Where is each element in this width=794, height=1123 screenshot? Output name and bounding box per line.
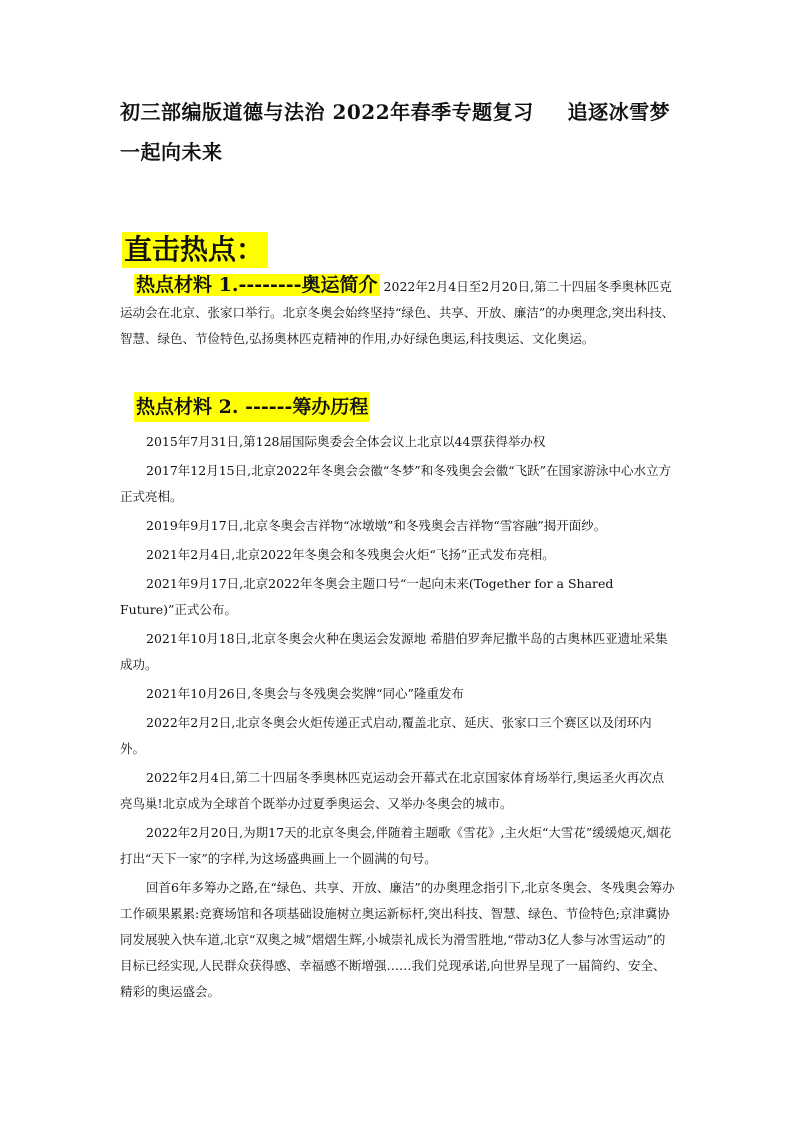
timeline-entry: 2017年12月15日,北京2022年冬奥会会徽“冬梦”和冬残奥会会徽“飞跃”在国家游泳中心水立方正式亮相。 [120,463,671,504]
timeline-entry: 2022年2月2日,北京冬奥会火炬传递正式启动,覆盖北京、延庆、张家口三个赛区以及闭环内外。 [120,715,652,756]
timeline-entry: 2015年7月31日,第128届国际奥委会全体会议上北京以44票获得举办权 [146,434,546,449]
title-part-2: 追逐冰雪梦 一起向未来 [120,100,671,164]
material-2-label: 热点材料 2. ------筹办历程 [134,392,370,422]
page-title [120,92,680,172]
timeline-entry: 2021年10月26日,冬奥会与冬残奥会奖牌“同心”隆重发布 [146,686,464,701]
title-part-1: 初三部编版道德与法治 2022年春季专题复习 [120,100,534,124]
material-1-text: 2022年2月4日至2月20日,第二十四届冬季奥林匹克运动会在北京、张家口举行。北京冬奥会始终坚持“绿色、共享、开放、廉洁”的办奥理念,突出科技、智慧、绿色、节俭特色,弘扬奥林匹克精神的作用,办好绿色奥运,科技奥运、文化奥运。 [120,279,675,346]
timeline-entry: 2022年2月4日,第二十四届冬季奥林匹克运动会开幕式在北京国家体育场举行,奥运圣火再次点亮鸟巢!北京成为全球首个既举办过夏季奥运会、又举办冬奥会的城市。 [120,770,665,811]
timeline-entry: 2021年9月17日,北京2022年冬奥会主题口号“一起向未来(Together for a Shared Future)”正式公布。 [120,576,614,617]
material-2-timeline [120,429,676,1008]
material-1-paragraph [120,270,676,352]
timeline-entry: 2021年10月18日,北京冬奥会火种在奥运会发源地 希腊伯罗奔尼撒半岛的古奥林匹亚遗址采集成功。 [120,631,668,672]
summary-paragraph: 回首6年多筹办之路,在“绿色、共享、开放、廉洁”的办奥理念指引下,北京冬奥会、冬残奥会筹办工作硕果累累:竞赛场馆和各项基础设施树立奥运新标杆,突出科技、智慧、绿色、节俭特色;京津冀协同发展驶入快车道,北京“双奥之城”熠熠生辉,小城崇礼成长为滑雪胜地,“带动3亿人参与冰雪运动”的目标已经实现,人民群众获得感、幸福感不断增强……我们兑现承诺,向世界呈现了一届简约、安全、精彩的奥运盛会。 [120,880,675,999]
timeline-entry: 2021年2月4日,北京2022年冬奥会和冬残奥会火炬“飞扬”正式发布亮相。 [146,547,555,562]
section-heading: 直击热点： [122,232,268,268]
material-1-label: 热点材料 1.--------奥运简介 [136,274,378,296]
timeline-entry: 2022年2月20日,为期17天的北京冬奥会,伴随着主题歌《雪花》,主火炬“大雪花”缓缓熄灭,烟花打出“天下一家”的字样,为这场盛典画上一个圆满的句号。 [120,825,672,866]
timeline-entry: 2019年9月17日,北京冬奥会吉祥物“冰墩墩”和冬残奥会吉祥物“雪容融”揭开面纱。 [146,518,607,533]
